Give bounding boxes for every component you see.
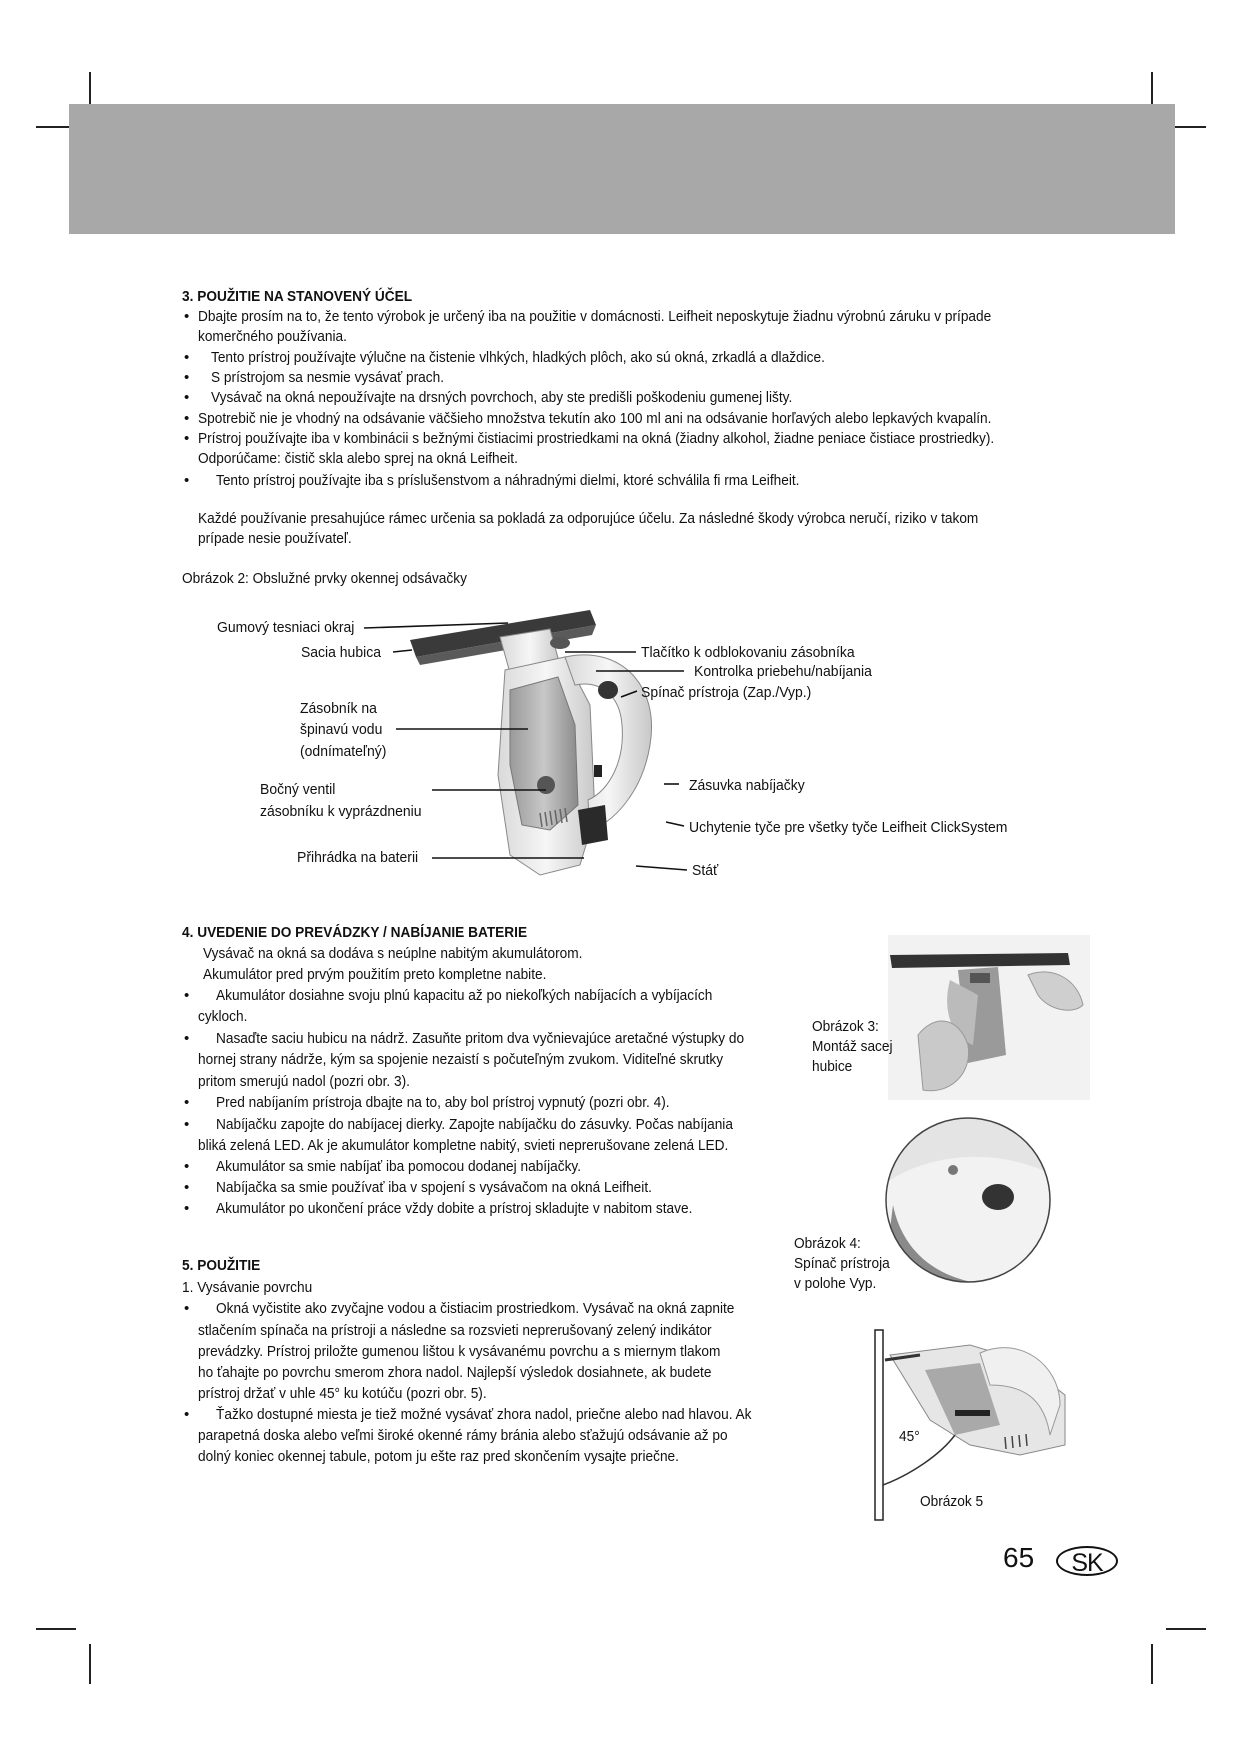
section5-item: Okná vyčistite ako zvyčajne vodou a čistiacim prostriedkom. Vysávač na okná zapnite xyxy=(216,1300,735,1317)
figure4-photo xyxy=(883,1115,1053,1285)
figure4-caption: Spínač prístroja xyxy=(794,1255,890,1272)
section3-item: Tento prístroj používajte výlučne na čistenie vlhkých, hladkých plôch, ako sú okná, zrkadlá a dlaždice. xyxy=(211,349,825,366)
section5-item: Ťažko dostupné miesta je tiež možné vysávať zhora nadol, priečne alebo nad hlavou. Ak xyxy=(216,1406,752,1423)
label-release-button: Tlačítko k odblokovaniu zásobníka xyxy=(641,644,855,661)
label-valve: Bočný ventil xyxy=(260,781,336,798)
section4-item: pritom smerujú nadol (pozri obr. 3). xyxy=(198,1073,410,1090)
language-badge: SK xyxy=(1056,1546,1118,1576)
section3-item: Tento prístroj používajte iba s príslušenstvom a náhradnými dielmi, ktoré schválila fi rma Leifheit. xyxy=(216,472,800,489)
bullet: • xyxy=(184,369,190,386)
section3-item: Spotrebič nie je vhodný na odsávanie väčšieho množstva tekutín ako 100 ml ani na odsávanie horľavých alebo lepkavých kvapalín. xyxy=(198,410,992,427)
bullet: • xyxy=(184,1300,190,1317)
section4-item: Nasaďte saciu hubicu na nádrž. Zasuňte pritom dva vyčnievajúce aretačné výstupky do xyxy=(216,1030,745,1047)
bullet: • xyxy=(184,1200,190,1217)
section5-item: dolný koniec okennej tabule, potom ju ešte raz pred skončením vysajte priečne. xyxy=(198,1448,679,1465)
section4-item: Nabíjačka sa smie používať iba v spojení s vysávačom na okná Leifheit. xyxy=(216,1179,652,1196)
page-number: 65 xyxy=(1003,1542,1035,1573)
section5-item: ho ťahajte po povrchu smerom zhora nadol. Najlepší výsledok dosiahnete, ak budete xyxy=(198,1364,712,1381)
figure3-caption: hubice xyxy=(812,1058,853,1075)
label-stand: Stáť xyxy=(692,862,719,879)
section5-subheading: 1. Vysávanie povrchu xyxy=(182,1279,313,1296)
bullet: • xyxy=(184,1158,190,1175)
bullet: • xyxy=(184,389,190,406)
bullet: • xyxy=(184,1179,190,1196)
figure3-photo xyxy=(888,935,1090,1100)
label-tank: (odnímateľný) xyxy=(300,743,387,760)
crop-mark xyxy=(89,1644,91,1684)
section4-item: Akumulátor dosiahne svoju plnú kapacitu až po niekoľkých nabíjacích a vybíjacích xyxy=(216,987,713,1004)
section4-item: bliká zelená LED. Ak je akumulátor kompletne nabitý, svieti neprerušovane zelená LED. xyxy=(198,1137,729,1154)
figure2-caption: Obrázok 2: Obslužné prvky okennej odsávačky xyxy=(182,570,467,587)
section3-item: Dbajte prosím na to, že tento výrobok je určený iba na použitie v domácnosti. Leifheit neposkytuje žiadnu výrobnú záruku v prípade xyxy=(198,308,992,325)
section5-item: parapetná doska alebo veľmi široké okenné rámy bránia alebo sťažujú odsávanie až po xyxy=(198,1427,728,1444)
section3-note: Každé používanie presahujúce rámec určenia sa pokladá za odporujúce účelu. Za následné škody výrobca neručí, riziko v takom xyxy=(198,510,979,527)
crop-mark xyxy=(1166,1628,1206,1630)
crop-mark xyxy=(36,1628,76,1630)
figure4-caption: Obrázok 4: xyxy=(794,1235,861,1252)
section3-item: Vysávač na okná nepoužívajte na drsných povrchoch, aby ste predišli poškodeniu gumenej lišty. xyxy=(211,389,793,406)
bullet: • xyxy=(184,1116,190,1133)
section4-item: Pred nabíjaním prístroja dbajte na to, aby bol prístroj vypnutý (pozri obr. 4). xyxy=(216,1094,670,1111)
bullet: • xyxy=(184,349,190,366)
section5-heading: 5. POUŽITIE xyxy=(182,1257,261,1274)
section3-note: prípade nesie používateľ. xyxy=(198,530,352,547)
bullet: • xyxy=(184,430,190,447)
section4-heading: 4. UVEDENIE DO PREVÁDZKY / NABÍJANIE BATERIE xyxy=(182,924,528,941)
label-battery-compartment: Přihrádka na baterii xyxy=(297,849,419,866)
bullet: • xyxy=(184,472,190,489)
bullet: • xyxy=(184,410,190,427)
bullet: • xyxy=(184,1030,190,1047)
section4-item: cykloch. xyxy=(198,1008,248,1025)
section4-intro: Vysávač na okná sa dodáva s neúplne nabitým akumulátorom. xyxy=(203,945,583,962)
crop-mark xyxy=(1151,1644,1153,1684)
section4-item: Akumulátor po ukončení práce vždy dobite a prístroj skladujte v nabitom stave. xyxy=(216,1200,693,1217)
label-pole-holder: Uchytenie tyče pre všetky tyče Leifheit ClickSystem xyxy=(689,819,1008,836)
label-tank: špinavú vodu xyxy=(300,721,383,738)
section4-item: Nabíjačku zapojte do nabíjacej dierky. Zapojte nabíjačku do zásuvky. Počas nabíjania xyxy=(216,1116,733,1133)
section3-item: komerčného používania. xyxy=(198,328,347,345)
label-charger-socket: Zásuvka nabíjačky xyxy=(689,777,805,794)
section3-item: S prístrojom sa nesmie vysávať prach. xyxy=(211,369,445,386)
figure4-caption: v polohe Vyp. xyxy=(794,1275,877,1292)
bullet: • xyxy=(184,1406,190,1423)
section3-item: Odporúčame: čistič skla alebo sprej na okná Leifheit. xyxy=(198,450,518,467)
bullet: • xyxy=(184,987,190,1004)
figure5-angle-label: 45° xyxy=(899,1428,920,1445)
section4-item: hornej strany nádrže, kým sa spojenie nezaistí s počuteľným zvukom. Viditeľné skrutky xyxy=(198,1051,724,1068)
label-tank: Zásobník na xyxy=(300,700,377,717)
section4-intro: Akumulátor pred prvým použitím preto kompletne nabite. xyxy=(203,966,547,983)
section3-heading: 3. POUŽITIE NA STANOVENÝ ÚČEL xyxy=(182,288,413,305)
figure5-caption: Obrázok 5 xyxy=(920,1493,984,1510)
section5-item: stlačením spínača na prístroji a následne sa rozsvieti neprerušovaný zelený indikátor xyxy=(198,1322,712,1339)
label-nozzle: Sacia hubica xyxy=(300,644,381,661)
label-valve: zásobníku k vyprázdneniu xyxy=(260,803,422,820)
section3-item: Prístroj používajte iba v kombinácii s bežnými čistiacimi prostriedkami na okná (žiadny alkohol, žiadne peniace čistiace prostriedky). xyxy=(198,430,995,447)
bullet: • xyxy=(184,1094,190,1111)
section5-item: prevádzky. Prístroj priložte gumenou lištou k vysávanému povrchu a s miernym tlakom xyxy=(198,1343,721,1360)
label-rubber-edge: Gumový tesniaci okraj xyxy=(216,619,354,636)
label-indicator: Kontrolka priebehu/nabíjania xyxy=(694,663,872,680)
section5-item: prístroj držať v uhle 45° ku kotúču (pozri obr. 5). xyxy=(198,1385,487,1402)
label-switch: Spínač prístroja (Zap./Vyp.) xyxy=(641,684,812,701)
section4-item: Akumulátor sa smie nabíjať iba pomocou dodanej nabíjačky. xyxy=(216,1158,582,1175)
figure3-caption: Montáž sacej xyxy=(812,1038,893,1055)
figure3-caption: Obrázok 3: xyxy=(812,1018,879,1035)
bullet: • xyxy=(184,308,190,325)
